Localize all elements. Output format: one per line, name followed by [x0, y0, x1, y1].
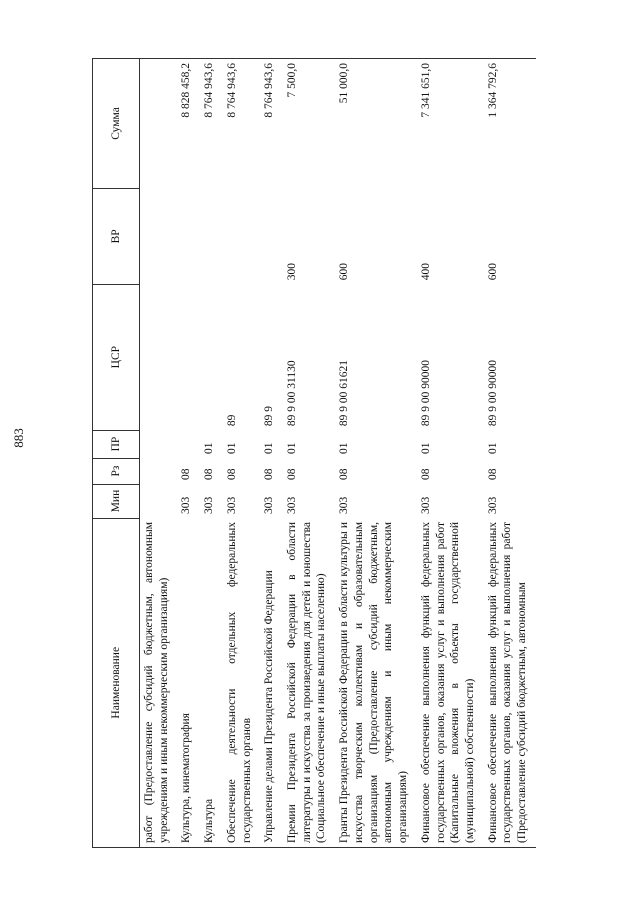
cell-vr: [200, 188, 223, 284]
cell-name: Гранты Президента Российской Федерации в области культуры и искусства творческим коллективам и образовательным организациям (Предоставление субсидий бюджетным, автономным учреждениям и иным некоммерческим организациям): [335, 518, 417, 847]
cell-pr: 01: [286, 442, 299, 455]
cell-sum: 7 500,0: [283, 59, 335, 189]
cell-name: Культура: [200, 518, 223, 847]
cell-sum: 8 764 943,6: [260, 59, 283, 189]
table-row: [335, 59, 417, 848]
cell-csr: 89 9 00 61621: [338, 359, 351, 427]
cell-sum: 1 364 792,6: [484, 59, 536, 189]
cell-name: Управление делами Президента Российской Федерации: [260, 518, 283, 847]
table-header-row: [93, 59, 140, 848]
cell-rz: 08: [486, 468, 499, 481]
cell-vr: 400: [419, 262, 432, 281]
cell-vr: 600: [486, 262, 499, 281]
header-pr: ПР: [93, 430, 140, 458]
table-row: [260, 59, 283, 848]
cell-min: [140, 484, 178, 518]
cell-rz: 08: [338, 468, 351, 481]
header-sum: Сумма: [93, 59, 140, 189]
header-rz: Рз: [93, 458, 140, 484]
cell-rz: 08: [203, 468, 216, 481]
cell-csr: [200, 284, 223, 430]
cell-min: 303: [225, 496, 238, 515]
cell-rz: 08: [225, 468, 238, 481]
header-csr: ЦСР: [93, 284, 140, 430]
cell-min: 303: [263, 496, 276, 515]
table-row: [140, 59, 178, 848]
page-number: 883: [11, 428, 26, 448]
header-name: Наименование: [93, 518, 140, 847]
cell-csr: 89: [225, 414, 238, 427]
cell-min: 303: [338, 496, 351, 515]
table-row: [283, 59, 335, 848]
cell-csr: [177, 284, 200, 430]
table-row: [200, 59, 223, 848]
cell-pr: [140, 430, 178, 458]
cell-min: 303: [203, 496, 216, 515]
cell-rz: 08: [286, 468, 299, 481]
table-row: [223, 59, 260, 848]
cell-sum: 51 000,0: [335, 59, 417, 189]
cell-pr: 01: [486, 442, 499, 455]
cell-pr: [177, 430, 200, 458]
cell-rz: 08: [419, 468, 432, 481]
cell-csr: 89 9 00 90000: [486, 359, 499, 427]
cell-pr: 01: [225, 442, 238, 455]
cell-csr: 89 9 00 31130: [286, 360, 299, 427]
cell-pr: 01: [419, 442, 432, 455]
cell-csr: 89 9: [263, 405, 276, 427]
header-min: Мин: [93, 484, 140, 518]
cell-min: 303: [419, 496, 432, 515]
cell-csr: 89 9 00 90000: [419, 359, 432, 427]
cell-vr: 300: [286, 262, 299, 281]
cell-min: 303: [486, 496, 499, 515]
cell-rz: 08: [263, 468, 276, 481]
cell-rz: 08: [180, 468, 193, 481]
cell-sum: 8 828 458,2: [177, 59, 200, 189]
table-row: [177, 59, 200, 848]
cell-sum: 7 341 651,0: [417, 59, 484, 189]
cell-vr: [223, 188, 260, 284]
cell-pr: 01: [263, 442, 276, 455]
cell-name: Премии Президента Российской Федерации в области литературы и искусства за произведения для детей и юношества (Социальное обеспечение и иные выплаты населению): [283, 518, 335, 847]
budget-table: [92, 58, 536, 848]
cell-vr: 600: [338, 262, 351, 281]
header-vr: ВР: [93, 188, 140, 284]
cell-min: 303: [180, 496, 193, 515]
cell-pr: 01: [203, 442, 216, 455]
table-row: [417, 59, 484, 848]
cell-name: Обеспечение деятельности отдельных федеральных государственных органов: [223, 518, 260, 847]
cell-rz: [140, 458, 178, 484]
table-row: [484, 59, 536, 848]
cell-sum: 8 764 943,6: [223, 59, 260, 189]
cell-vr: [260, 188, 283, 284]
cell-pr: 01: [338, 442, 351, 455]
cell-csr: [140, 284, 178, 430]
cell-vr: [177, 188, 200, 284]
cell-sum: [140, 59, 178, 189]
cell-sum: 8 764 943,6: [200, 59, 223, 189]
cell-min: 303: [286, 496, 299, 515]
cell-name: работ (Предоставление субсидий бюджетным, автономным учреждениям и иным некоммерческим организациям): [140, 518, 178, 847]
cell-name: Финансовое обеспечение выполнения функций федеральных государственных органов, оказания услуг и выполнения работ (Предоставление субсидий бюджетным, автономным: [484, 518, 536, 847]
cell-name: Культура, кинематография: [177, 518, 200, 847]
rotated-table-container: [92, 58, 612, 848]
cell-name: Финансовое обеспечение выполнения функций федеральных государственных органов, оказания услуг и выполнения работ (Капитальные вложения в объекты государственной (муниципальной) собственности): [417, 518, 484, 847]
cell-vr: [140, 188, 178, 284]
